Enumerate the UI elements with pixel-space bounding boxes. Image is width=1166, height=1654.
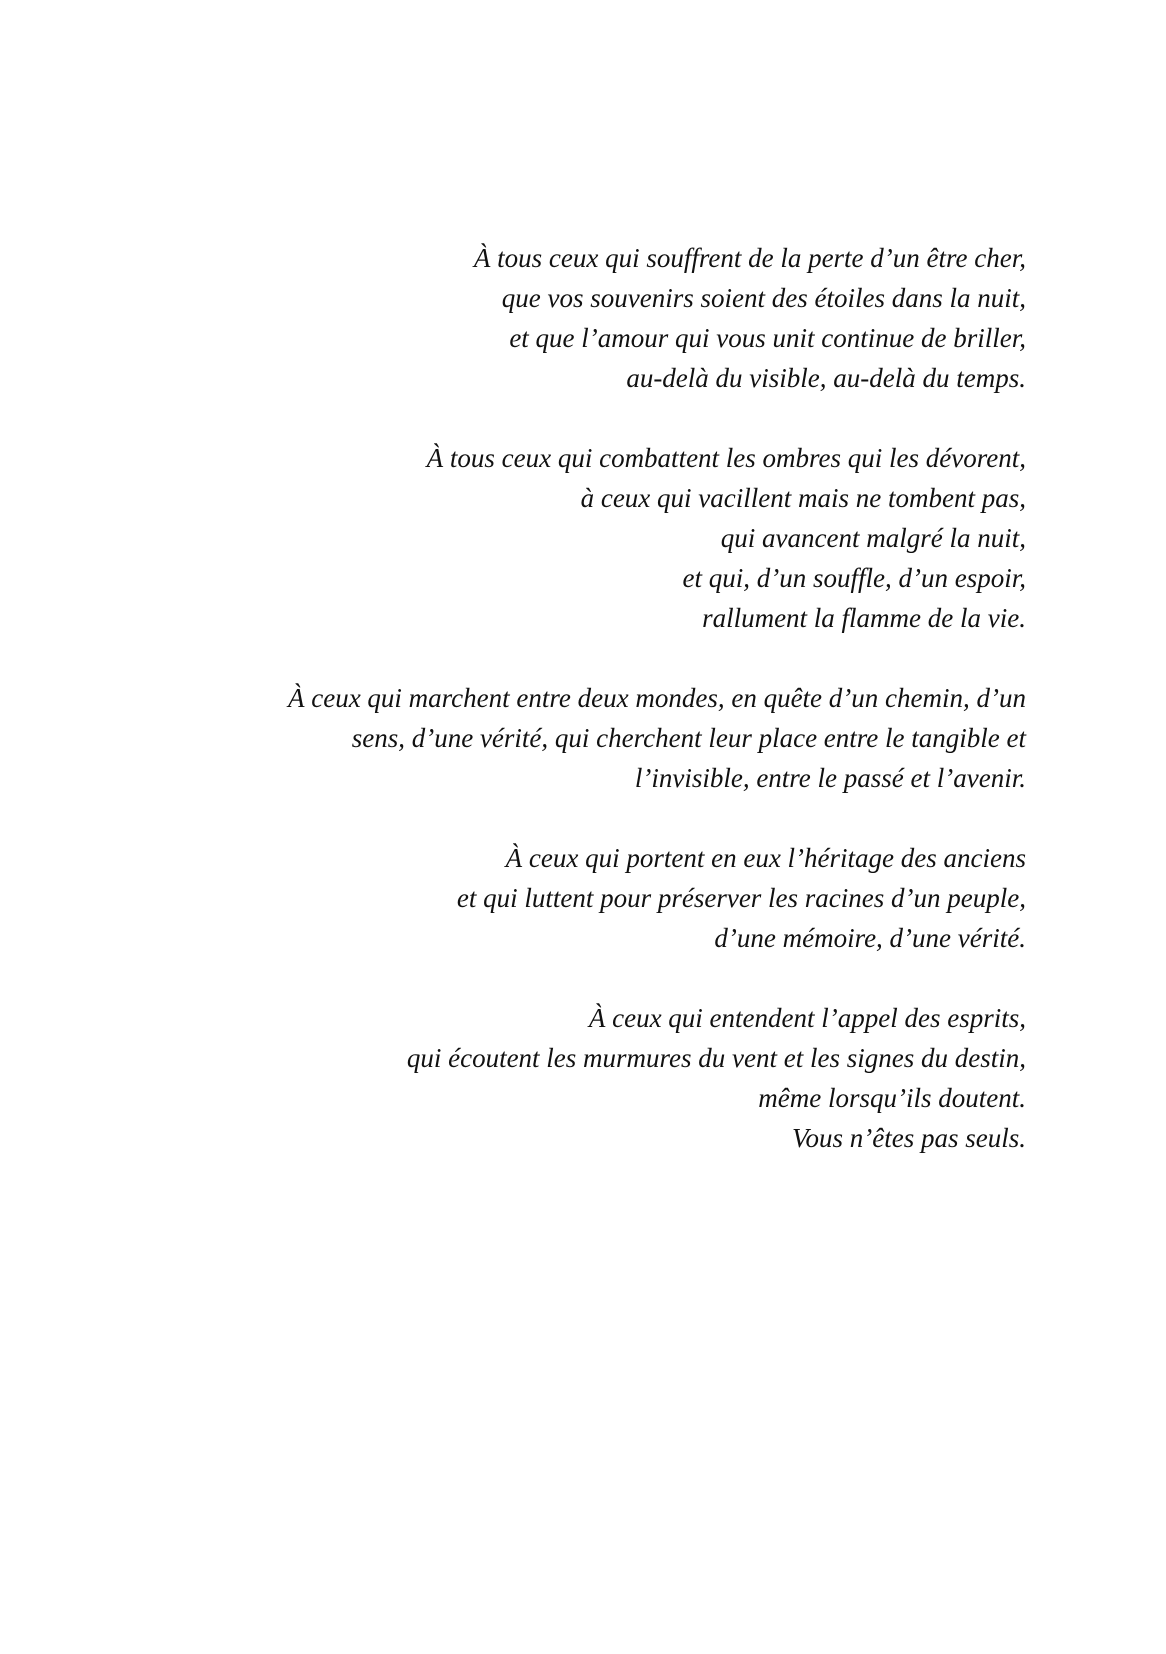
stanza-line: qui avancent malgré la nuit, [720, 523, 1026, 553]
stanza-line: que vos souvenirs soient des étoiles dans la nuit, [501, 283, 1026, 313]
stanza-5 [180, 998, 1026, 1158]
stanza-line: au-delà du visible, au-delà du temps. [626, 363, 1026, 393]
stanza-1 [180, 238, 1026, 398]
stanza-line: et qui, d’un souffle, d’un espoir, [682, 563, 1026, 593]
stanza-line: à ceux qui vacillent mais ne tombent pas, [580, 483, 1026, 513]
stanza-line: et qui luttent pour préserver les racines d’un peuple, [456, 883, 1026, 913]
stanza-line: Vous n’êtes pas seuls. [792, 1123, 1026, 1153]
stanza-line: qui écoutent les murmures du vent et les signes du destin, [406, 1043, 1026, 1073]
stanza-line: À ceux qui marchent entre deux mondes, en quête d’un chemin, d’un [287, 683, 1026, 713]
stanza-line: À tous ceux qui souffrent de la perte d’un être cher, [473, 243, 1026, 273]
stanza-line: À tous ceux qui combattent les ombres qui les dévorent, [426, 443, 1026, 473]
stanza-line: d’une mémoire, d’une vérité. [714, 923, 1026, 953]
stanza-line: et que l’amour qui vous unit continue de briller, [509, 323, 1026, 353]
stanza-line: À ceux qui entendent l’appel des esprits, [588, 1003, 1026, 1033]
stanza-line: rallument la flamme de la vie. [702, 603, 1026, 633]
stanza-4 [180, 838, 1026, 958]
stanza-2 [180, 438, 1026, 638]
stanza-line: l’invisible, entre le passé et l’avenir. [634, 763, 1026, 793]
stanza-line: À ceux qui portent en eux l’héritage des anciens [505, 843, 1026, 873]
dedication-text [180, 238, 1026, 1198]
stanza-3 [180, 678, 1026, 798]
stanza-line: même lorsqu’ils doutent. [758, 1083, 1026, 1113]
stanza-line: sens, d’une vérité, qui cherchent leur place entre le tangible et [351, 723, 1026, 753]
